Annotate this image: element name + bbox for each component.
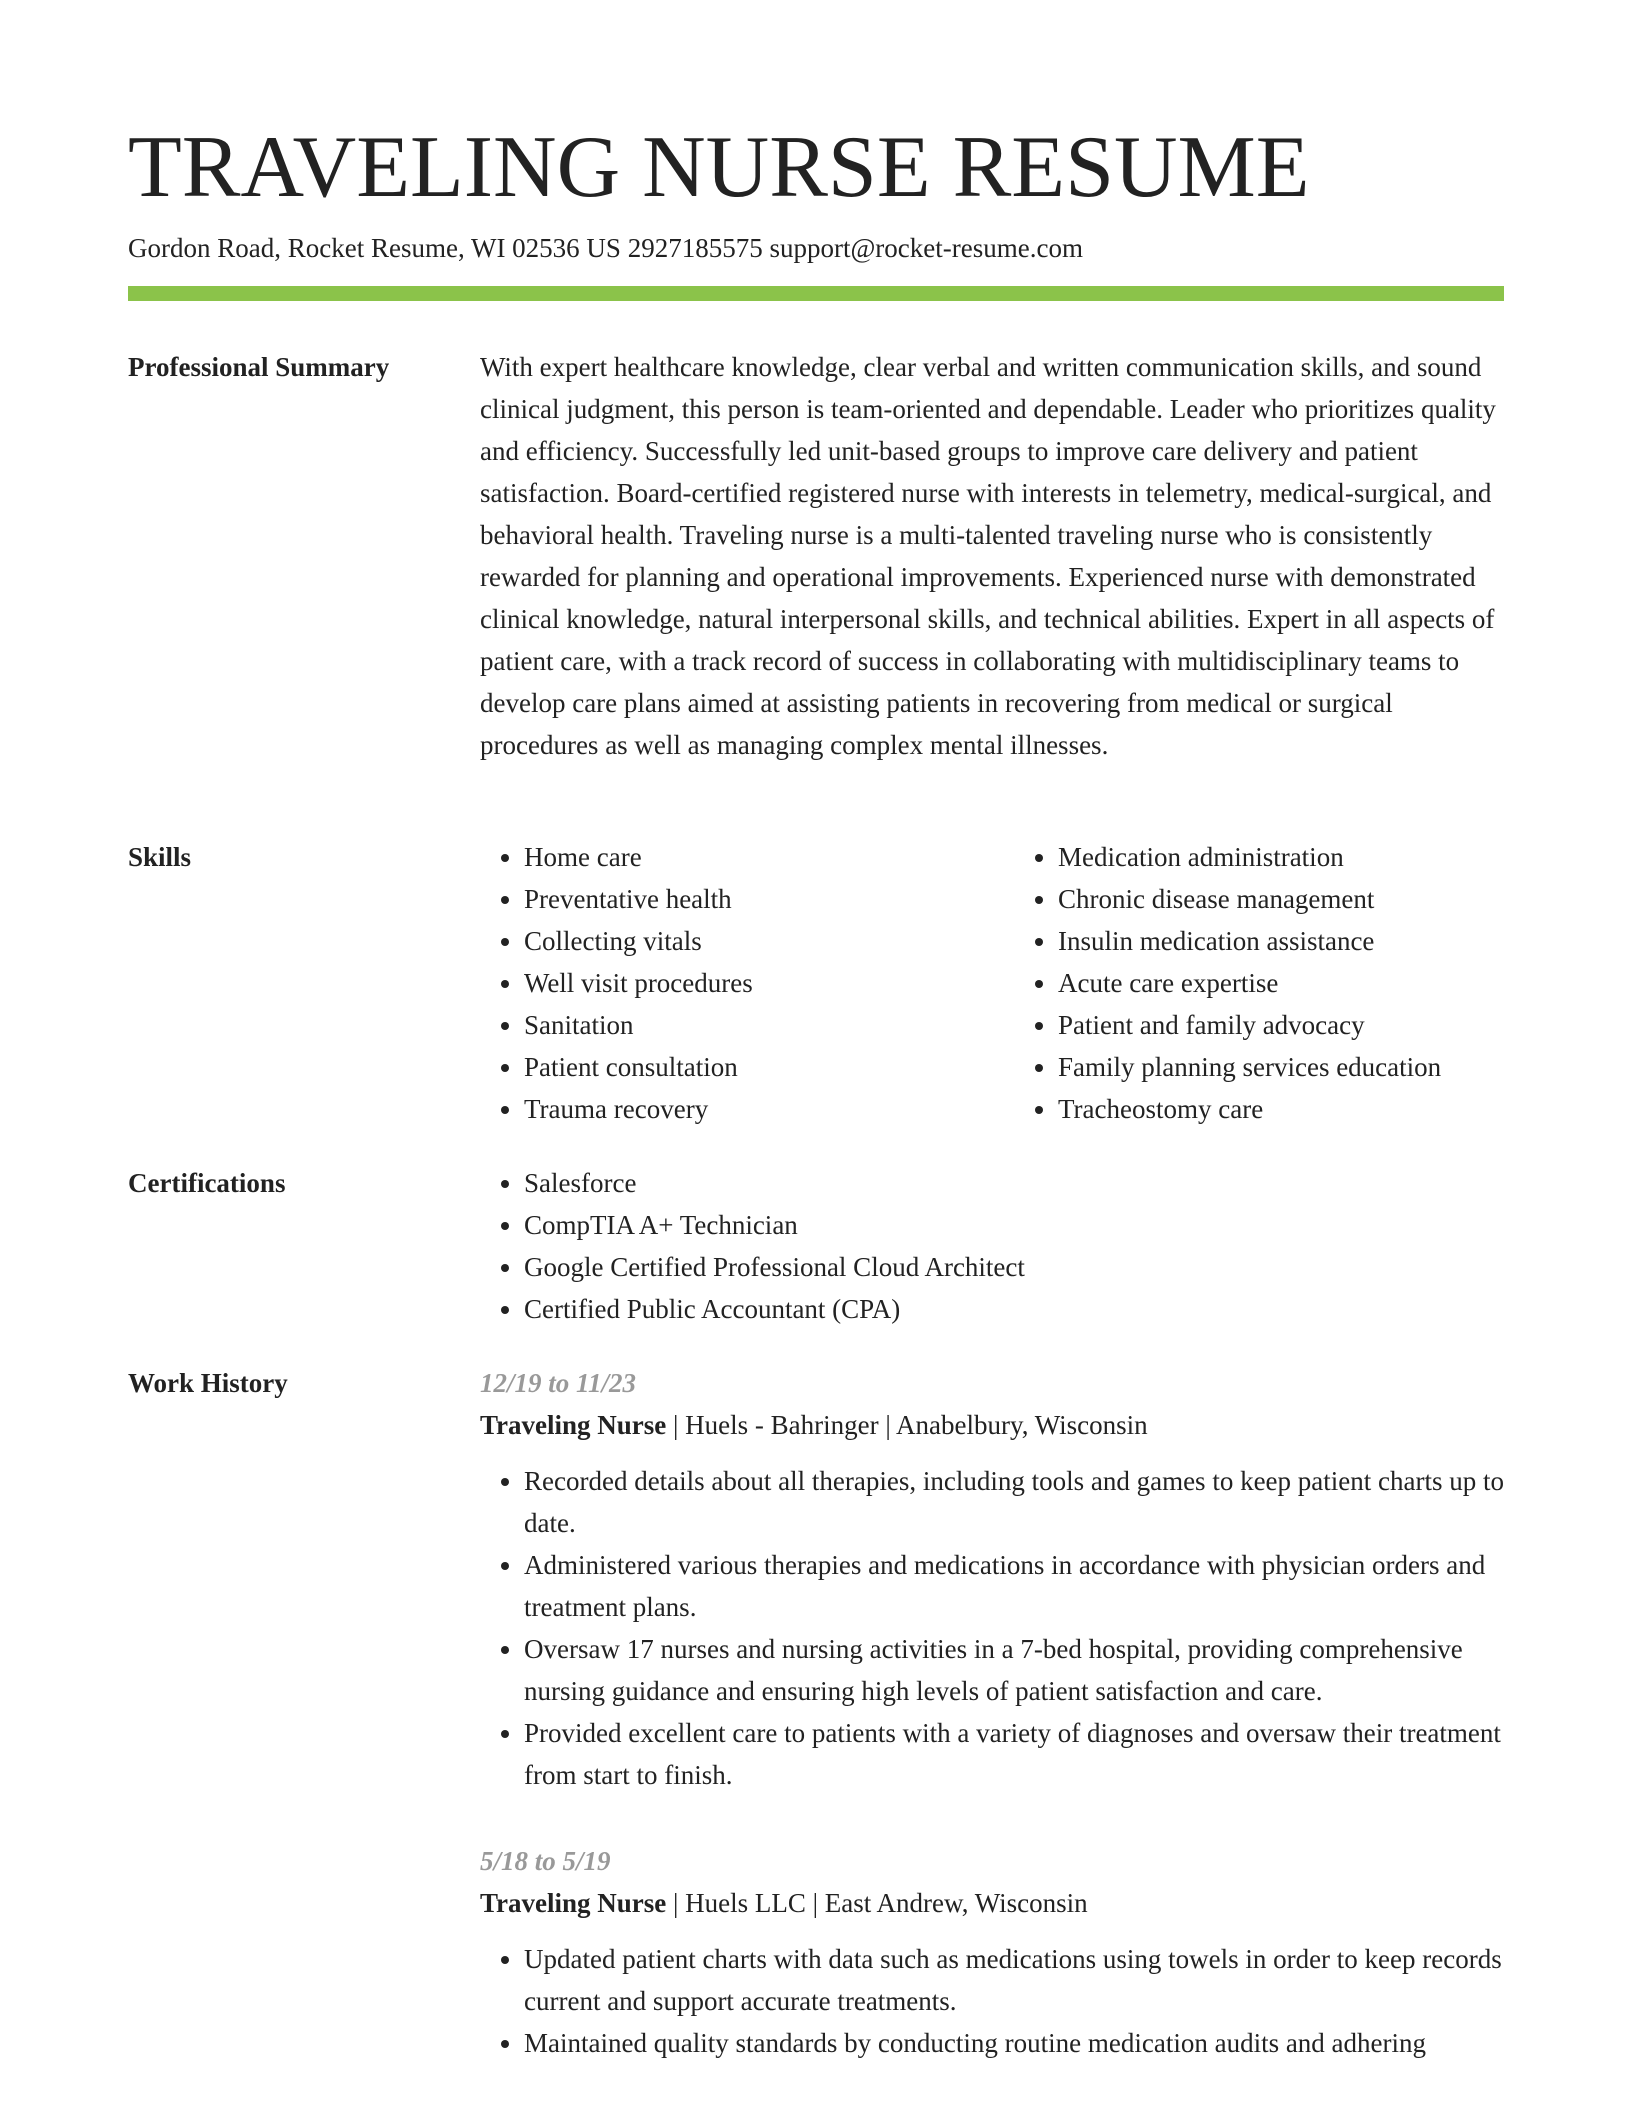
job-heading (480, 1404, 1504, 1446)
job-duty-item: • Oversaw 17 nurses and nursing activities in a 7-bed hospital, providing comprehensive nursing guidance and ensuring high levels of patient satisfaction and care. (524, 1628, 1504, 1712)
job-entry (480, 1362, 1504, 1796)
job-title: Traveling Nurse (480, 1888, 667, 1918)
job-duty-item: • Updated patient charts with data such as medications using towels in order to keep records current and support accurate treatments. (524, 1938, 1504, 2022)
job-dates: 5/18 to 5/19 (480, 1846, 611, 1876)
work-history-content (480, 1362, 1504, 2108)
section-label-summary: Professional Summary (128, 352, 390, 382)
skill-item: • Patient and family advocacy (1058, 1004, 1504, 1046)
skill-item: • Medication administration (1058, 836, 1504, 878)
resume-title: TRAVELING NURSE RESUME (128, 119, 1310, 216)
skill-item: • Tracheostomy care (1058, 1088, 1504, 1130)
job-duty-item: • Administered various therapies and medications in accordance with physician orders and treatment plans. (524, 1544, 1504, 1628)
skills-list-left (480, 836, 970, 1130)
summary-content (480, 346, 1504, 766)
summary-text: With expert healthcare knowledge, clear verbal and written communication skills, and sound clinical judgment, this person is team-oriented and dependable. Leader who prioritizes quality and efficiency. Successfully led unit-based groups to improve care delivery and patient satisfaction. Board-certified registered nurse with interests in telemetry, medical-surgical, and behavioral health. Traveling nurse is a multi-talented traveling nurse who is consistently rewarded for planning and operational improvements. Experienced nurse with demonstrated clinical knowledge, natural interpersonal skills, and technical abilities. Expert in all aspects of patient care, with a track record of success in collaborating with multidisciplinary teams to develop care plans aimed at assisting patients in recovering from medical or surgical procedures as well as managing complex mental illnesses. (480, 352, 1496, 760)
skills-grid (480, 836, 1504, 1130)
skill-item: • Home care (524, 836, 970, 878)
job-duty-item: • Recorded details about all therapies, including tools and games to keep patient charts up to date. (524, 1460, 1504, 1544)
job-duties-list (480, 1460, 1504, 1796)
job-heading (480, 1882, 1504, 1924)
skill-item: • Patient consultation (524, 1046, 970, 1088)
job-company-location: | Huels - Bahringer | Anabelbury, Wisconsin (666, 1410, 1148, 1440)
skill-item: • Collecting vitals (524, 920, 970, 962)
job-dates: 12/19 to 11/23 (480, 1368, 637, 1398)
skill-item: • Insulin medication assistance (1058, 920, 1504, 962)
certification-item: • CompTIA A+ Technician (524, 1204, 1504, 1246)
section-label-certifications: Certifications (128, 1168, 286, 1198)
section-label-skills: Skills (128, 842, 192, 872)
contact-line: Gordon Road, Rocket Resume, WI 02536 US 2927185575 support@rocket-resume.com (128, 233, 1083, 263)
skill-item: • Acute care expertise (1058, 962, 1504, 1004)
skill-item: • Preventative health (524, 878, 970, 920)
certification-item: • Certified Public Accountant (CPA) (524, 1288, 1504, 1330)
certifications-list (480, 1162, 1504, 1330)
accent-divider (128, 286, 1504, 301)
skill-item: • Well visit procedures (524, 962, 970, 1004)
job-duty-item: • Provided excellent care to patients with a variety of diagnoses and oversaw their treatment from start to finish. (524, 1712, 1504, 1796)
certification-item: • Google Certified Professional Cloud Architect (524, 1246, 1504, 1288)
job-duties-list (480, 1938, 1504, 2064)
job-duty-item: • Maintained quality standards by conducting routine medication audits and adhering (524, 2022, 1504, 2064)
section-label-work-history: Work History (128, 1368, 288, 1398)
job-title: Traveling Nurse (480, 1410, 667, 1440)
skill-item: • Sanitation (524, 1004, 970, 1046)
certification-item: • Salesforce (524, 1162, 1504, 1204)
skill-item: • Chronic disease management (1058, 878, 1504, 920)
skills-list-right (1014, 836, 1504, 1130)
job-company-location: | Huels LLC | East Andrew, Wisconsin (666, 1888, 1088, 1918)
certifications-content (480, 1162, 1504, 1330)
skill-item: • Family planning services education (1058, 1046, 1504, 1088)
skill-item: • Trauma recovery (524, 1088, 970, 1130)
job-entry (480, 1840, 1504, 2064)
